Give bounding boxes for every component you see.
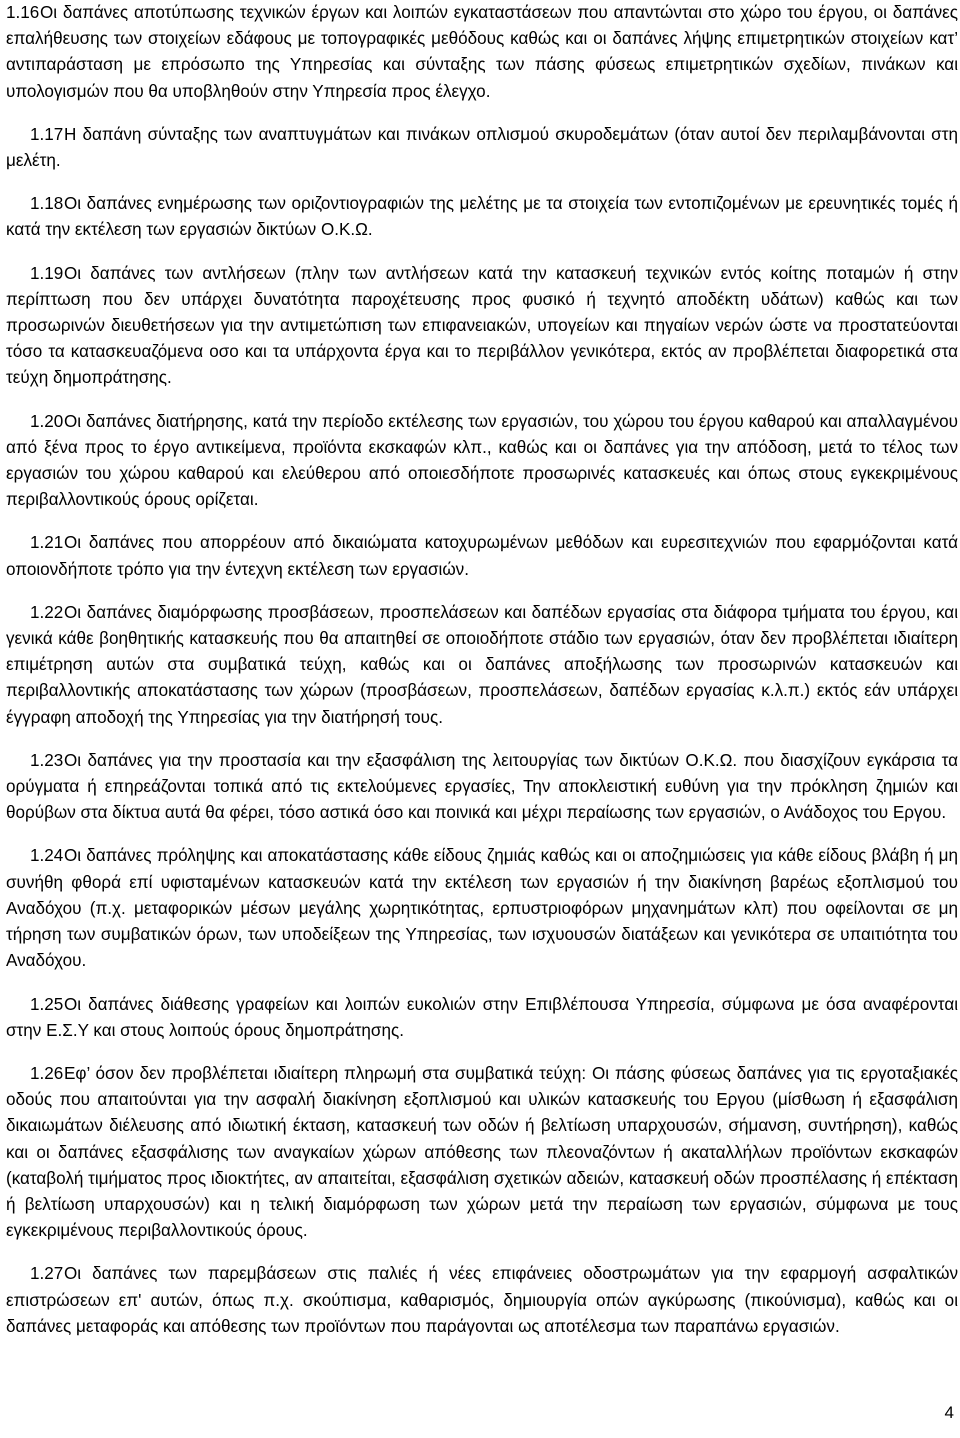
clause-text: Οι δαπάνες διαμόρφωσης προσβάσεων, προσπελάσεων και δαπέδων εργασίας στα διάφορα τμήματα του έργου, και γενικά κάθε βοηθητικής κατασκευής που θα απαιτηθεί σε οποιοδήποτε στάδιο των εργασιών, όταν δεν προβλέπεται ιδιαίτερη επιμέτρηση αυτών στα συμβατικά τεύχη, καθώς και οι δαπάνες αποξήλωσης των προσωρινών κατασκευών και περιβαλλοντικής αποκατάστασης των χώρων (προσβάσεων, προσπελάσεων, δαπέδων εργασίας κ.λ.π.) εκτός εάν υπάρχει έγγραφη αποδοχή της Υπηρεσίας για την διατήρησή τους.: [6, 602, 958, 727]
clause-text: Η δαπάνη σύνταξης των αναπτυγμάτων και πινάκων οπλισμού σκυροδεμάτων (όταν αυτοί δεν περιλαμβάνονται στη μελέτη.: [6, 124, 958, 171]
clause-number: 1.27: [30, 1264, 64, 1284]
clause-number: 1.20: [30, 411, 64, 431]
clause-1-19: [6, 261, 958, 392]
clause-1-26: [6, 1061, 958, 1244]
clause-1-21: [6, 530, 958, 582]
clause-number: 1.25: [30, 994, 64, 1014]
clause-1-27: [6, 1261, 958, 1340]
clause-number: 1.21: [30, 533, 64, 553]
clause-1-16: [6, 0, 958, 105]
clause-1-17: [6, 122, 958, 174]
clause-number: 1.19: [30, 263, 64, 283]
clause-text: Οι δαπάνες των παρεμβάσεων στις παλιές ή νέες επιφάνειες οδοστρωμάτων για την εφαρμογή ασφαλτικών επιστρώσεων επ' αυτών, όπως π.χ. σκούπισμα, καθαρισμός, δημιουργία οπών αγκύρωσης (πικούνισμα), καθώς και οι δαπάνες μεταφοράς και απόθεσης των προϊόντων που παράγονται ως αποτέλεσμα των παραπάνω εργασιών.: [6, 1264, 958, 1336]
clause-number: 1.26: [30, 1063, 64, 1083]
clause-number: 1.22: [30, 602, 64, 622]
clause-text: Εφ’ όσον δεν προβλέπεται ιδιαίτερη πληρωμή στα συμβατικά τεύχη: Οι πάσης φύσεως δαπάνες για τις εργοταξιακές οδούς που απαιτούνται για την ασφαλή διακίνηση εξοπλισμού και υλικών κατασκευής του Εργου (μίσθωση ή εξασφάλιση δικαιωμάτων διέλευσης από ιδιωτική έκταση, κατασκευή των οδών ή βελτίωση υπαρχουσών, σήμανση, συντήρηση), καθώς και οι δαπάνες εξασφάλισης των αναγκαίων χώρων απόθεσης των πλεοναζόντων ή ακαταλλήλων προϊόντων εκσκαφών (καταβολή τιμήματος προς ιδιοκτήτες, αν απαιτείται, εξασφάλιση σχετικών αδειών, κατασκευή οδών προσπέλασης ή επέκταση ή βελτίωση υπαρχουσών) και η τελική διαμόρφωση των χώρων μετά την περαίωση των εργασιών, σύμφωνα με τους εγκεκριμένους περιβαλλοντικούς όρους.: [6, 1063, 958, 1241]
clause-text: Οι δαπάνες αποτύπωσης τεχνικών έργων και λοιπών εγκαταστάσεων που απαντώνται στο χώρο του έργου, οι δαπάνες επαλήθευσης των στοιχείων εδάφους με τοπογραφικές μεθόδους καθώς και οι δαπάνες λήψης επιμετρητικών στοιχείων κατ’ αντιπαράσταση με επρόσωπο της Υπηρεσίας και σύνταξης των πάσης φύσεως επιμετρητικών σχεδίων, πινάκων και υπολογισμών που θα υποβληθούν στην Υπηρεσία προς έλεγχο.: [6, 3, 958, 101]
clause-1-24: [6, 843, 958, 974]
clause-text: Οι δαπάνες για την προστασία και την εξασφάλιση της λειτουργίας των δικτύων Ο.Κ.Ω. που διασχίζουν εγκάρσια τα ορύγματα ή επηρεάζονται τοπικά από τις εκτελούμενες εργασίες, Την αποκλειστική ευθύνη για την πρόκληση ζημιών και θορύβων στα δίκτυα αυτά θα φέρει, τόσο αστικά όσο και ποινικά και μέχρι περαίωσης των εργασιών, ο Ανάδοχος του Εργου.: [6, 750, 958, 823]
clause-1-25: [6, 992, 958, 1044]
page-number: 4: [944, 1403, 954, 1422]
clause-1-18: [6, 191, 958, 243]
clause-text: Οι δαπάνες που απορρέουν από δικαιώματα κατοχυρωμένων μεθόδων και ευρεσιτεχνιών που εφαρμόζονται κατά οποιονδήποτε τρόπο για την έντεχνη εκτέλεση των εργασιών.: [6, 533, 958, 579]
clause-number: 1.16: [6, 3, 40, 22]
clause-text: Οι δαπάνες των αντλήσεων (πλην των αντλήσεων κατά την κατασκευή τεχνικών εντός κοίτης ποταμών ή στην περίπτωση που δεν υπάρχει δυνατότητα παροχέτευσης προς φυσικό ή τεχνητό αποδέκτη υδάτων) καθώς και των προσωρινών διευθετήσεων για την αντιμετώπιση των επιφανειακών, υπογείων και πηγαίων νερών ώστε να προστατεύονται τόσο τα κατασκευαζόμενα οσο και τα υπάρχοντα έργα και το περιβάλλον γενικότερα, εκτός αν προβλέπεται διαφορετικά στα τεύχη δημοπράτησης.: [6, 263, 958, 388]
clause-number: 1.18: [30, 194, 64, 214]
clause-number: 1.17: [30, 124, 64, 144]
clause-text: Οι δαπάνες ενημέρωσης των οριζοντιογραφιών της μελέτης με τα στοιχεία των εντοπιζομένων με ερευνητικές τομές ή κατά την εκτέλεση των εργασιών δικτύων Ο.Κ.Ω.: [6, 194, 958, 240]
clause-text: Οι δαπάνες πρόληψης και αποκατάστασης κάθε είδους ζημιάς καθώς και οι αποζημιώσεις για κάθε είδους βλάβη ή μη συνήθη φθορά επί υφισταμένων κατασκευών κατά την εκτέλεση των εργασιών ή την διακίνηση βαρέως εξοπλισμού του Αναδόχου (π.χ. μεταφορικών μέσων μεγάλης χωρητικότητας, ερπυστριοφόρων μηχανημάτων κλπ) που οφείλονται σε μη τήρηση των συμβατικών όρων, των υποδείξεων της Υπηρεσίας, των ισχυουσών διατάξεων και γενικότερα σε υπαιτιότητα του Αναδόχου.: [6, 846, 958, 971]
clause-text: Οι δαπάνες διατήρησης, κατά την περίοδο εκτέλεσης των εργασιών, του χώρου του έργου καθαρού και απαλλαγμένου από ξένα προς το έργο αντικείμενα, προϊόντα εκσκαφών κλπ., καθώς και οι δαπάνες για την απόδοση, μετά το τέλος των εργασιών του χώρου καθαρού και ελεύθερου από οποιεσδήποτε προσωρινές κατασκευές και όπως στους εγκεκριμένους περιβαλλοντικούς όρους ορίζεται.: [6, 411, 958, 510]
clause-1-22: [6, 600, 958, 731]
clause-1-23: [6, 748, 958, 827]
clause-1-20: [6, 409, 958, 514]
clause-number: 1.24: [30, 846, 64, 866]
clause-number: 1.23: [30, 750, 64, 770]
clause-text: Οι δαπάνες διάθεσης γραφείων και λοιπών ευκολιών στην Επιβλέπουσα Υπηρεσία, σύμφωνα με όσα αναφέρονται στην Ε.Σ.Υ και στους λοιπούς όρους δημοπράτησης.: [6, 994, 958, 1040]
